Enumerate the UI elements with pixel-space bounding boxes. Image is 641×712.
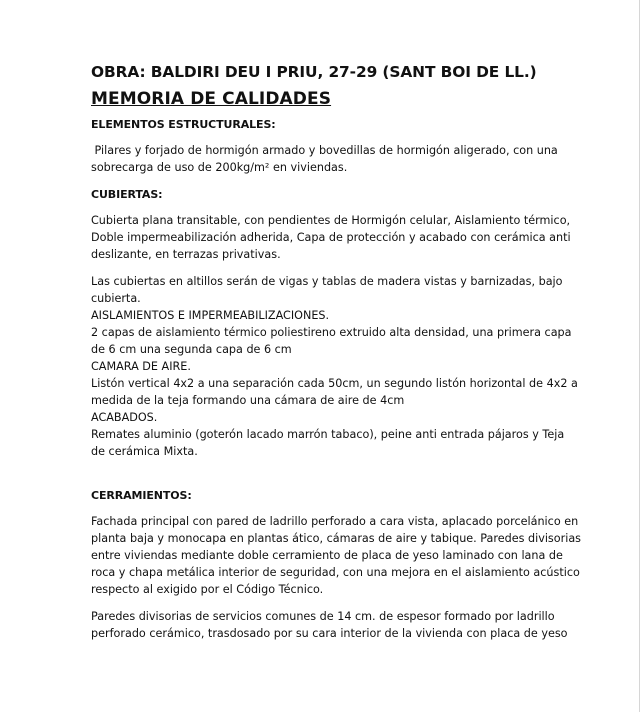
text-line: Pilares y forjado de hormigón armado y bovedillas de hormigón aligerado, con una bbox=[91, 144, 558, 157]
text-line: Fachada principal con pared de ladrillo perforado a cara vista, aplacado porcelánico en bbox=[91, 515, 579, 528]
text-line: sobrecarga de uso de 200kg/m² en viviendas. bbox=[91, 161, 348, 174]
text-line: medida de la teja formando una cámara de aire de 4cm bbox=[91, 394, 405, 407]
paragraph-cubiertas-2 bbox=[91, 273, 578, 460]
section-heading-cerramientos: CERRAMIENTOS: bbox=[91, 489, 192, 502]
text-line: Doble impermeabilización adherida, Capa de protección y acabado con cerámica anti bbox=[91, 231, 571, 244]
text-line: AISLAMIENTOS E IMPERMEABILIZACIONES. bbox=[91, 309, 330, 322]
text-line: entre viviendas mediante doble cerramiento de placa de yeso laminado con lana de bbox=[91, 549, 563, 562]
text-line: Listón vertical 4x2 a una separación cada 50cm, un segundo listón horizontal de 4x2 a bbox=[91, 377, 578, 390]
text-line: de cerámica Mixta. bbox=[91, 445, 198, 458]
text-line: CAMARA DE AIRE. bbox=[91, 360, 191, 373]
text-line: 2 capas de aislamiento térmico poliestireno extruido alta densidad, una primera capa bbox=[91, 326, 572, 339]
text-line: Remates aluminio (goterón lacado marrón tabaco), peine anti entrada pájaros y Teja bbox=[91, 428, 565, 441]
text-line: cubierta. bbox=[91, 292, 141, 305]
text-line: Las cubiertas en altillos serán de vigas y tablas de madera vistas y barnizadas, bajo bbox=[91, 275, 563, 288]
text-line: de 6 cm una segunda capa de 6 cm bbox=[91, 343, 292, 356]
text-line: ACABADOS. bbox=[91, 411, 158, 424]
paragraph-estructurales bbox=[91, 142, 561, 176]
blank-line bbox=[91, 470, 561, 487]
paragraph-cerramientos-1 bbox=[91, 513, 581, 598]
text-line: Cubierta plana transitable, con pendientes de Hormigón celular, Aislamiento térmico, bbox=[91, 214, 571, 227]
text-line: Paredes divisorias de servicios comunes de 14 cm. de espesor formado por ladrillo bbox=[91, 610, 555, 623]
paragraph-cerramientos-2 bbox=[91, 608, 568, 642]
text-line: respecto al exigido por el Código Técnico. bbox=[91, 583, 324, 596]
text-line: perforado cerámico, trasdosado por su cara interior de la vivienda con placa de yeso bbox=[91, 627, 568, 640]
paragraph-cubiertas-1 bbox=[91, 212, 571, 263]
text-line: planta baja y monocapa en plantas ático, cámaras de aire y tabique. Paredes divisorias bbox=[91, 532, 581, 545]
text-line: roca y chapa metálica interior de seguridad, con una mejora en el aislamiento acústico bbox=[91, 566, 580, 579]
text-line: deslizante, en terrazas privativas. bbox=[91, 248, 281, 261]
document-title: OBRA: BALDIRI DEU I PRIU, 27-29 (SANT BOI DE LL.) bbox=[91, 63, 537, 81]
document-body bbox=[91, 62, 581, 652]
section-heading-cubiertas: CUBIERTAS: bbox=[91, 188, 163, 201]
section-heading-estructurales: ELEMENTOS ESTRUCTURALES: bbox=[91, 118, 276, 131]
document-subtitle: MEMORIA DE CALIDADES bbox=[91, 89, 332, 109]
